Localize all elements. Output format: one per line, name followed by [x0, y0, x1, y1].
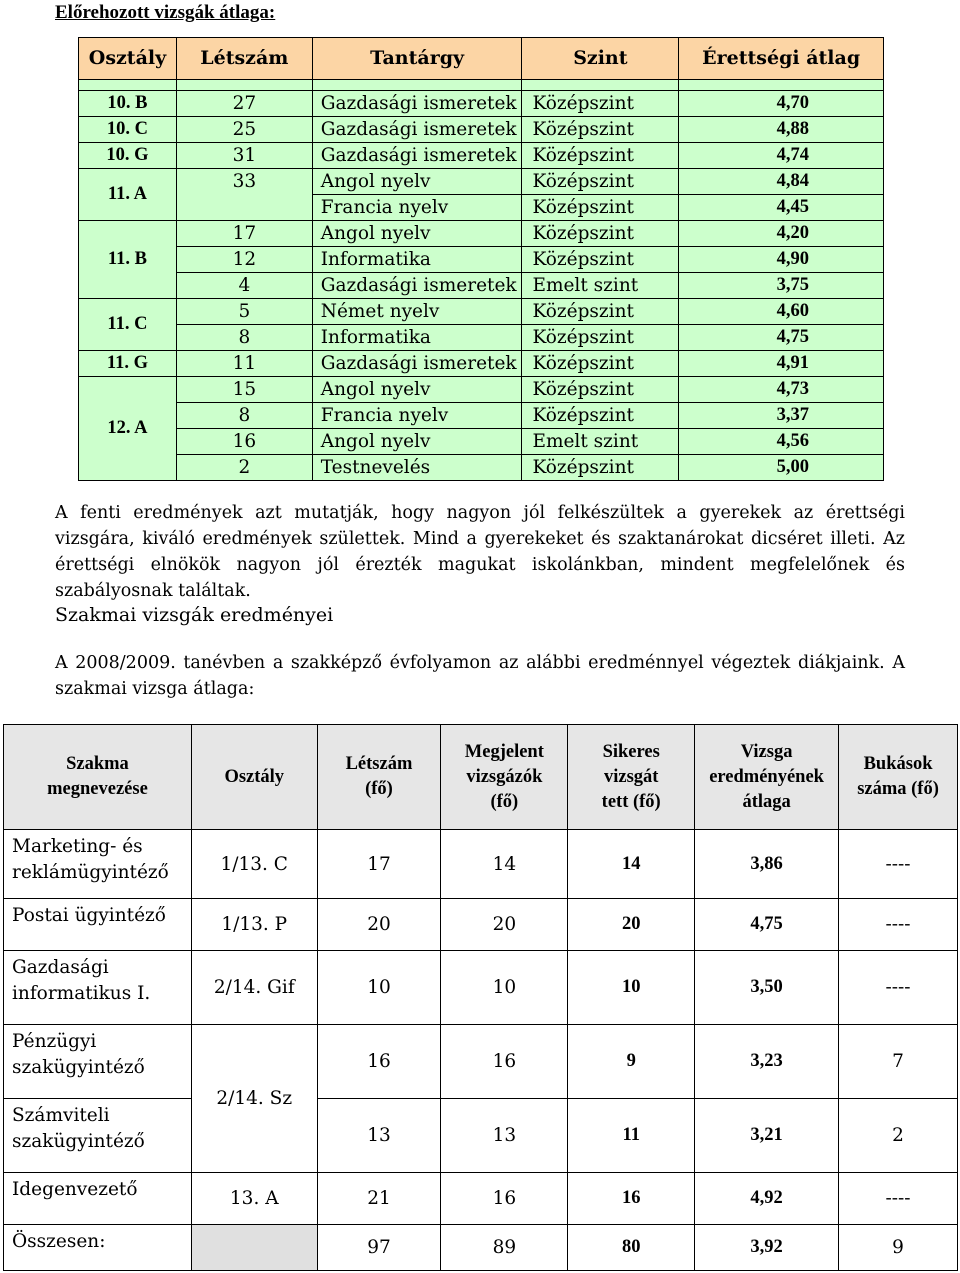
average-cell: 4,84 — [679, 169, 884, 195]
table-row — [79, 351, 884, 377]
table-row — [79, 403, 884, 429]
level-cell: Emelt szint — [522, 429, 679, 455]
column-header: Szakma megnevezése — [4, 725, 192, 830]
headcount-cell: 15 — [176, 377, 312, 403]
table-row — [79, 143, 884, 169]
average-cell: 4,45 — [679, 195, 884, 221]
headcount-cell: 27 — [176, 91, 312, 117]
table-row — [79, 221, 884, 247]
table-row — [79, 455, 884, 481]
headcount-cell: 17 — [317, 830, 441, 899]
subject-cell: Angol nyelv — [312, 429, 522, 455]
passed-cell: 11 — [568, 1099, 695, 1173]
column-header: Osztály — [79, 38, 177, 80]
headcount-cell: 33 — [176, 169, 312, 221]
profession-cell: Gazdasági informatikus I. — [4, 951, 192, 1025]
column-header: Bukások száma (fő) — [839, 725, 958, 830]
class-cell: 10. G — [79, 143, 177, 169]
level-cell: Középszint — [522, 91, 679, 117]
class-cell — [191, 1225, 317, 1271]
headcount-cell: 16 — [176, 429, 312, 455]
level-cell: Középszint — [522, 351, 679, 377]
attended-cell: 16 — [441, 1173, 568, 1225]
attended-cell: 10 — [441, 951, 568, 1025]
table-row — [79, 325, 884, 351]
subject-cell: Gazdasági ismeretek — [312, 351, 522, 377]
table-row — [79, 377, 884, 403]
headcount-cell: 31 — [176, 143, 312, 169]
attended-cell: 13 — [441, 1099, 568, 1173]
headcount-cell: 13 — [317, 1099, 441, 1173]
average-cell: 4,56 — [679, 429, 884, 455]
level-cell: Középszint — [522, 143, 679, 169]
vocational-intro-paragraph — [55, 650, 905, 702]
subject-cell: Angol nyelv — [312, 377, 522, 403]
table-row — [4, 1025, 958, 1099]
spacer-row — [79, 80, 884, 91]
profession-cell: Pénzügyi szakügyintéző — [4, 1025, 192, 1099]
profession-cell: Számviteli szakügyintéző — [4, 1099, 192, 1173]
level-cell: Középszint — [522, 195, 679, 221]
headcount-cell: 8 — [176, 403, 312, 429]
profession-cell: Marketing- és reklámügyintéző — [4, 830, 192, 899]
table-row — [79, 429, 884, 455]
attended-cell: 14 — [441, 830, 568, 899]
table-row — [4, 1225, 958, 1271]
average-cell: 3,21 — [695, 1099, 839, 1173]
level-cell: Középszint — [522, 247, 679, 273]
table-row — [79, 273, 884, 299]
failures-cell: 7 — [839, 1025, 958, 1099]
class-cell: 2/14. Gif — [191, 951, 317, 1025]
column-header: Létszám (fő) — [317, 725, 441, 830]
paragraph-text: A fenti eredmények azt mutatják, hogy nagyon jól felkészültek a gyerekek az érettségi vizsgára, kiváló eredmények születtek. Mind a gyerekeket és szaktanárokat dicséret illeti. Az érettségi elnökök nagyon jól érezték magukat iskolánkban, mindent megfelelőnek és szabályosnak találtak. — [55, 503, 905, 601]
table-row — [4, 1173, 958, 1225]
failures-cell: ---- — [839, 830, 958, 899]
class-cell: 1/13. C — [191, 830, 317, 899]
headcount-cell: 17 — [176, 221, 312, 247]
attended-cell: 16 — [441, 1025, 568, 1099]
subject-cell: Angol nyelv — [312, 221, 522, 247]
level-cell: Középszint — [522, 377, 679, 403]
subject-cell: Angol nyelv — [312, 169, 522, 195]
column-header: Tantárgy — [312, 38, 522, 80]
average-cell: 3,86 — [695, 830, 839, 899]
class-cell: 11. C — [79, 299, 177, 351]
early-exams-table — [78, 37, 884, 481]
profession-cell: Idegenvezető — [4, 1173, 192, 1225]
subject-cell: Német nyelv — [312, 299, 522, 325]
headcount-cell: 8 — [176, 325, 312, 351]
column-header: Érettségi átlag — [679, 38, 884, 80]
class-cell: 2/14. Sz — [191, 1025, 317, 1173]
attended-cell: 20 — [441, 899, 568, 951]
class-cell: 11. B — [79, 221, 177, 299]
average-cell: 4,75 — [695, 899, 839, 951]
headcount-cell: 97 — [317, 1225, 441, 1271]
average-cell: 4,92 — [695, 1173, 839, 1225]
column-header: Osztály — [191, 725, 317, 830]
level-cell: Középszint — [522, 221, 679, 247]
failures-cell: ---- — [839, 951, 958, 1025]
table-row — [4, 830, 958, 899]
table-row — [4, 1099, 958, 1173]
column-header: Megjelent vizsgázók (fő) — [441, 725, 568, 830]
column-header: Szint — [522, 38, 679, 80]
average-cell: 4,91 — [679, 351, 884, 377]
class-cell: 12. A — [79, 377, 177, 481]
table-header-row — [4, 725, 958, 830]
average-cell: 4,73 — [679, 377, 884, 403]
average-cell: 3,92 — [695, 1225, 839, 1271]
average-cell: 4,70 — [679, 91, 884, 117]
average-cell: 3,50 — [695, 951, 839, 1025]
column-header: Létszám — [176, 38, 312, 80]
table-row — [4, 899, 958, 951]
table-row — [79, 299, 884, 325]
level-cell: Középszint — [522, 455, 679, 481]
passed-cell: 80 — [568, 1225, 695, 1271]
headcount-cell: 11 — [176, 351, 312, 377]
headcount-cell: 5 — [176, 299, 312, 325]
headcount-cell: 4 — [176, 273, 312, 299]
passed-cell: 9 — [568, 1025, 695, 1099]
subject-cell: Gazdasági ismeretek — [312, 117, 522, 143]
table-row — [79, 91, 884, 117]
level-cell: Középszint — [522, 325, 679, 351]
total-label-cell: Összesen: — [4, 1225, 192, 1271]
headcount-cell: 2 — [176, 455, 312, 481]
failures-cell: 2 — [839, 1099, 958, 1173]
vocational-exams-table — [3, 724, 958, 1271]
results-summary-paragraph — [55, 500, 905, 604]
average-cell: 4,20 — [679, 221, 884, 247]
paragraph-text: A 2008/2009. tanévben a szakképző évfolyamon az alábbi eredménnyel végeztek diákjaink. A szakmai vizsga átlaga: — [55, 653, 905, 699]
table-row — [79, 117, 884, 143]
headcount-cell: 16 — [317, 1025, 441, 1099]
class-cell: 11. G — [79, 351, 177, 377]
class-cell: 1/13. P — [191, 899, 317, 951]
headcount-cell: 21 — [317, 1173, 441, 1225]
profession-cell: Postai ügyintéző — [4, 899, 192, 951]
failures-cell: ---- — [839, 1173, 958, 1225]
failures-cell: ---- — [839, 899, 958, 951]
table-header-row — [79, 38, 884, 80]
table-row — [79, 247, 884, 273]
class-cell: 10. C — [79, 117, 177, 143]
class-cell: 13. A — [191, 1173, 317, 1225]
failures-cell: 9 — [839, 1225, 958, 1271]
class-cell: 10. B — [79, 91, 177, 117]
average-cell: 4,60 — [679, 299, 884, 325]
level-cell: Emelt szint — [522, 273, 679, 299]
average-cell: 3,75 — [679, 273, 884, 299]
average-cell: 4,88 — [679, 117, 884, 143]
headcount-cell: 25 — [176, 117, 312, 143]
column-header: Vizsga eredményének átlaga — [695, 725, 839, 830]
level-cell: Középszint — [522, 117, 679, 143]
level-cell: Középszint — [522, 403, 679, 429]
average-cell: 4,90 — [679, 247, 884, 273]
section-heading-early-exams: Előrehozott vizsgák átlaga: — [55, 2, 276, 23]
subject-cell: Informatika — [312, 325, 522, 351]
passed-cell: 20 — [568, 899, 695, 951]
average-cell: 3,23 — [695, 1025, 839, 1099]
headcount-cell: 10 — [317, 951, 441, 1025]
subject-cell: Gazdasági ismeretek — [312, 91, 522, 117]
level-cell: Középszint — [522, 299, 679, 325]
subject-cell: Gazdasági ismeretek — [312, 273, 522, 299]
average-cell: 4,75 — [679, 325, 884, 351]
table-row — [4, 951, 958, 1025]
passed-cell: 10 — [568, 951, 695, 1025]
subject-cell: Francia nyelv — [312, 195, 522, 221]
section-heading-vocational-exams: Szakmai vizsgák eredményei — [55, 604, 334, 626]
average-cell: 5,00 — [679, 455, 884, 481]
subject-cell: Testnevelés — [312, 455, 522, 481]
subject-cell: Gazdasági ismeretek — [312, 143, 522, 169]
class-cell: 11. A — [79, 169, 177, 221]
average-cell: 3,37 — [679, 403, 884, 429]
level-cell: Középszint — [522, 169, 679, 195]
attended-cell: 89 — [441, 1225, 568, 1271]
subject-cell: Informatika — [312, 247, 522, 273]
passed-cell: 16 — [568, 1173, 695, 1225]
average-cell: 4,74 — [679, 143, 884, 169]
headcount-cell: 12 — [176, 247, 312, 273]
headcount-cell: 20 — [317, 899, 441, 951]
subject-cell: Francia nyelv — [312, 403, 522, 429]
column-header: Sikeres vizsgát tett (fő) — [568, 725, 695, 830]
passed-cell: 14 — [568, 830, 695, 899]
table-row — [79, 169, 884, 195]
